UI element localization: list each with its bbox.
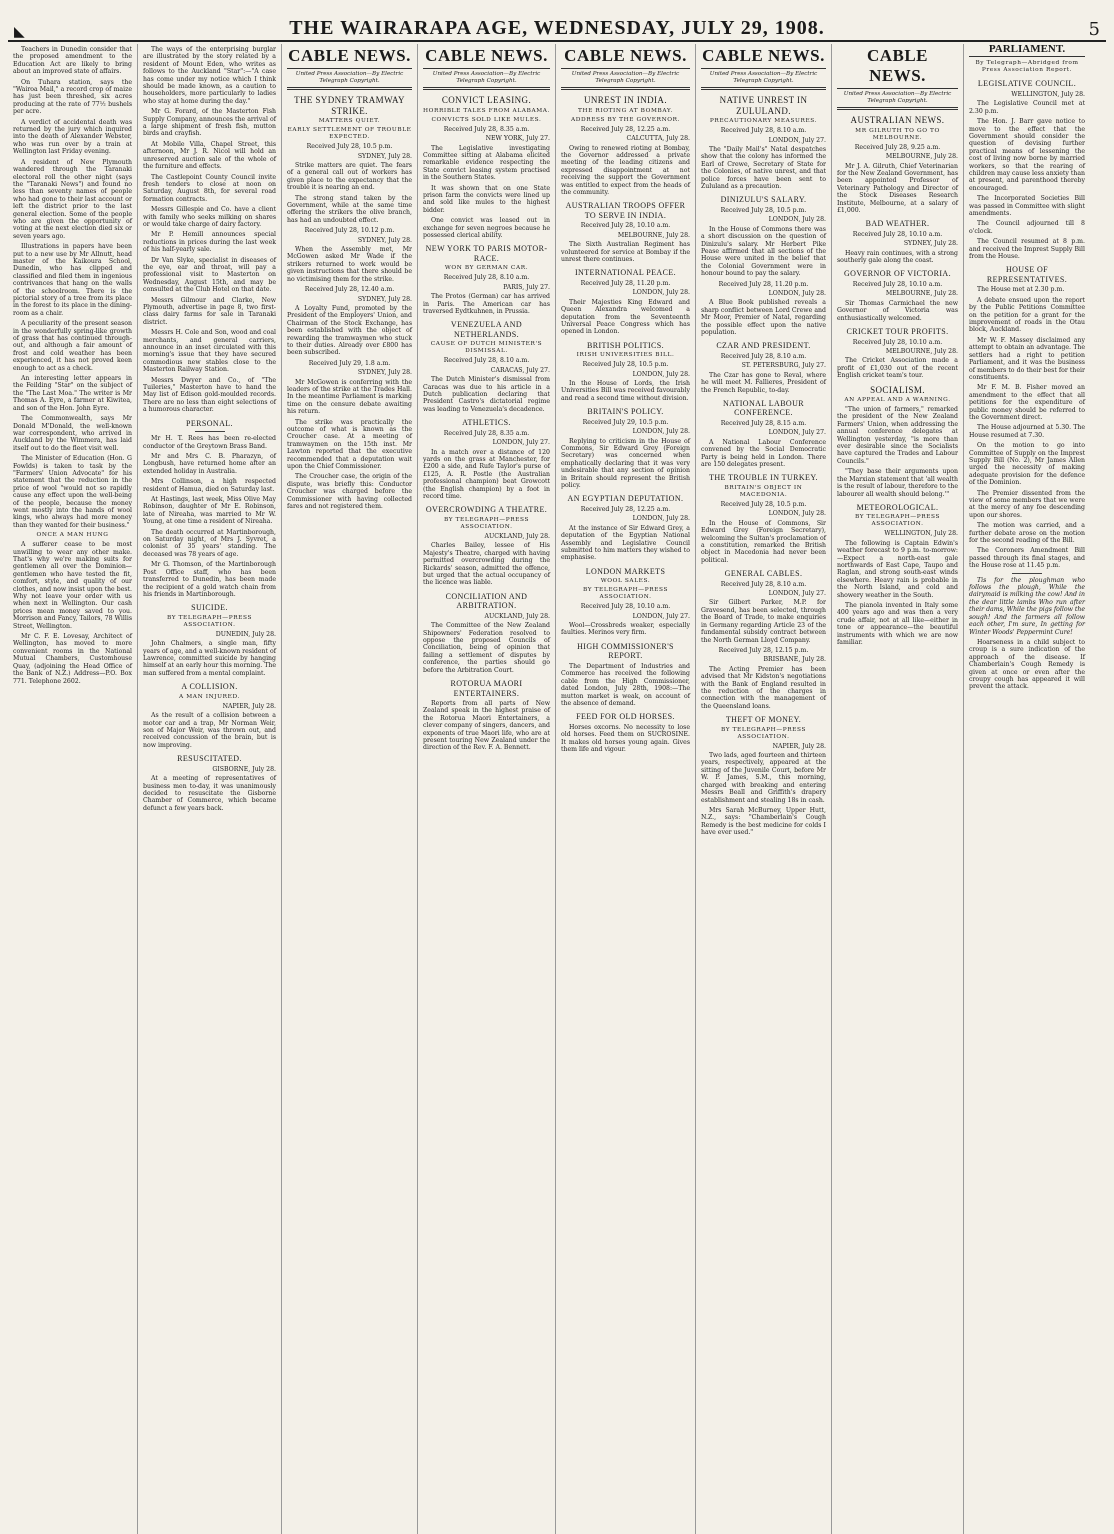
- subheading: PRECAUTIONARY MEASURES.: [709, 118, 818, 125]
- received-line: Received July 28, 10.5 p.m.: [720, 206, 807, 214]
- received-line: Received July 28, 8.35 a.m.: [443, 125, 530, 133]
- paragraph: Mr W. F. Massey disclaimed any attempt to obtain an advantage. The settlers had a right to petition Parliament, and it was the business of members to do their best for their constituents.: [969, 336, 1085, 381]
- paragraph: When the Assembly met, Mr McGowen asked Mr Wade if the strikers returned to work would be given instructions that there should be no victimising them for the strike.: [287, 246, 412, 283]
- paragraph: A Loyalty Fund, promoted by the President of the Employers' Union, and Chairman of the Stock Exchange, has been established with the object of rewarding the tramwaymen who stuck to their duties. Already over £800 has been subscribed.: [287, 304, 412, 357]
- paragraph: The Premier dissented from the view of some members that we were at the mercy of any foe descending upon our shores.: [969, 489, 1085, 519]
- paragraph: The Czar has gone to Reval, where he will meet M. Fallieres, President of the French Republic, to-day.: [701, 371, 826, 394]
- paragraph: A resident of New Plymouth wandered through the Taranaki electoral roll the other night (says the "Taranaki News") and found no less than seventy names of people who had gone to their last account or left the district prior to the last general election. Some of the people who are given the opportunity of voting at the next election died six or seven years ago.: [13, 158, 132, 240]
- advertisement: Horses oxcorns. No necessity to lose old horses. Feed them on SUCROSINE. It makes old horses young again. Gives them life and vigour.: [561, 723, 690, 754]
- article-heading: NATIONAL LABOUR CONFERENCE.: [722, 398, 805, 418]
- paragraph: The Hon. J. Barr gave notice to move to the effect that the Government should consider the question of devising further practical means of lessening the cost of living now borne by married workers, so that the rearing of children may cause less anxiety than at present, and parenthood thereby encouraged.: [969, 118, 1085, 192]
- received-line: Received July 28, 8.10 a.m.: [720, 352, 807, 360]
- article-heading: ROTORUA MAORI ENTERTAINERS.: [450, 679, 523, 698]
- subheading: AN APPEAL AND A WARNING.: [844, 397, 951, 404]
- paragraph: Messrs Dwyer and Co., of "The Tuileries," Masterton have to hand the May list of Edison gold-moulded records. There are no less than eight selections of a humorous character.: [143, 376, 276, 414]
- article-heading: INTERNATIONAL PEACE.: [574, 268, 677, 278]
- article-heading: LEGISLATIVE COUNCIL.: [977, 79, 1077, 89]
- article-heading: OVERCROWDING A THEATRE.: [425, 505, 548, 515]
- article-heading: VENEZUELA AND NETHERLANDS.: [450, 320, 523, 339]
- article-heading: CONCILIATION AND ARBITRATION.: [445, 591, 528, 611]
- received-line: Received July 28, 8.10 a.m.: [720, 127, 807, 135]
- dateline: AUCKLAND, July 28.: [484, 532, 550, 540]
- subheading: MR GILRUTH TO GO TO MELBOURNE.: [855, 127, 940, 141]
- dateline: LONDON, July 28.: [632, 289, 690, 297]
- section-heading-suicide: SUICIDE.: [191, 603, 228, 613]
- column-cable-news-3: [556, 44, 696, 1534]
- cable-news-heading: CABLE NEWS.: [837, 46, 958, 89]
- subheading: MATTERS QUIET.: [318, 118, 381, 125]
- paragraph: At the instance of Sir Edward Grey, a deputation of the Egyptian National Assembly and Legislative Council submitted to him matters they wished to emphasise.: [561, 524, 690, 562]
- dateline: DUNEDIN, July 28.: [215, 630, 276, 638]
- received-line: Received July 28, 10.5 p.m.: [306, 143, 393, 151]
- article-heading: CONVICT LEASING.: [441, 95, 532, 106]
- paragraph: On the motion to go into Committee of Supply on the Imprest Supply Bill (No. 2), Mr James Allen urged the necessity of making adequate provision for the defence of the Dominion.: [969, 442, 1085, 487]
- paragraph: A National Labour Conference convened by the Social Democratic Party is being held in London. There are 150 delegates present.: [701, 438, 826, 468]
- paragraph: At a meeting of representatives of business men to-day, it was unanimously decided to resuscitate the Gisborne Chamber of Commerce, which became defunct a few years back.: [143, 775, 276, 812]
- paragraph: Mr McGowen is conferring with the leaders of the strike at the Trades Hall. In the meantime Parliament is marking time on the censure debate awaiting his return.: [287, 378, 412, 416]
- paragraph: A peculiarity of the present season in the wonderfully spring-like growth of grass that has continued through-out, and although a fair amount of frost and cold weather has been experienced, it has not proved keen enough to act as a check.: [13, 320, 132, 372]
- dateline: LONDON, July 28.: [632, 370, 690, 378]
- advertisement: Hoarseness in a child subject to croup is a sure indication of the approach of the disease. If Chamberlain's Cough Remedy is given at once or even after the croupy cough has appeared it will prevent the attack.: [969, 638, 1085, 691]
- article-heading: AUSTRALIAN TROOPS OFFER TO SERVE IN INDIA.: [565, 201, 686, 220]
- paragraph: Replying to criticism in the House of Commons, Sir Edward Grey (Foreign Secretary) was concerned when emphatically declaring that it was very undesirable that any section of opinion in Britain should represent the British policy.: [561, 437, 690, 489]
- paragraph: The Dutch Minister's dismissal from Caracas was due to his article in a Dutch publication declaring that President Castro's dictatorial regime was leading to Venezuela's decadence.: [423, 376, 550, 413]
- paragraph: The Castlepoint County Council invite fresh tenders to close at noon on Saturday, August 8th, for several road formation contracts.: [143, 173, 276, 203]
- cable-credit: United Press Association—By Electric Telegraph Copyright.: [701, 69, 826, 90]
- paragraph: Illustrations in papers have been put to a new use by Mr Allnutt, head master of the Kaikoura School, Dunedin, who has clipped and classified and filed them in ingenious contrivances that hang on the walls of the schoolroom. There is the pictorial story of a tree from its place in the forest to its place in the dining-room as a chair.: [13, 243, 132, 317]
- paragraph: Two lads, aged fourteen and thirteen years, respectively, appeared at the sitting of the Juvenile Court, before Mr W. P. James, S.M., this morning, charged with breaking and entering Messrs Beall and Griffith's drapery establishment and stealing 18s in cash.: [701, 752, 826, 804]
- article-heading: SOCIALISM.: [870, 384, 925, 395]
- telegraph-credit: BY TELEGRAPH—PRESS ASSOCIATION.: [443, 516, 530, 530]
- dateline: NAPIER, July 28.: [222, 702, 276, 710]
- cable-credit: United Press Association—By Electric Telegraph Copyright.: [837, 89, 958, 110]
- received-line: Received July 28, 12.25 a.m.: [580, 505, 671, 513]
- telegraph-credit: BY TELEGRAPH—PRESS ASSOCIATION.: [166, 614, 253, 628]
- dateline: GISBORNE, July 28.: [212, 765, 276, 773]
- paragraph: A verdict of accidental death was returned by the jury which inquired into the death of Alexander Webster, who was run over by a train at Wellington last Friday evening.: [13, 118, 132, 156]
- article-heading: METEOROLOGICAL.: [856, 502, 939, 512]
- received-line: Received July 28, 10.10 a.m.: [580, 222, 671, 230]
- article-heading: GENERAL CABLES.: [724, 569, 803, 579]
- paragraph: As the result of a collision between a motor car and a trap, Mr Norman Weir, son of Major Weir, was thrown out, and received concussion of the brain, but is now improving.: [143, 712, 276, 749]
- section-heading: ONCE A MAN HUNG: [36, 532, 109, 539]
- article-heading: CZAR AND PRESIDENT.: [716, 341, 811, 351]
- article-heading: THEFT OF MONEY.: [725, 715, 802, 725]
- paragraph: Messrs Gilmour and Clarke, New Plymouth, advertise in page 8, two first-class dairy farms for sale in Taranaki district.: [143, 296, 276, 326]
- received-line: Received July 28, 8.15 a.m.: [720, 419, 807, 427]
- paragraph: Mrs Collinson, a high respected resident of Hamua, died on Saturday last.: [143, 478, 276, 493]
- paragraph: The pianola invented in Italy some 400 years ago and was then a very crude affair, not at all like—either in tone or appearance—the beautiful instruments with which we are now familiar.: [837, 602, 958, 647]
- paragraph: Wool—Crossbreds weaker, especially faulties. Merinos very firm.: [561, 622, 690, 637]
- paragraph: On Tuhara station, says the "Wairoa Mail," a record crop of maize has just been threshed, six acres producing at the rate of 77½ bushels per acre.: [13, 78, 132, 116]
- article-heading: HOUSE OF REPRESENTATIVES.: [986, 265, 1068, 284]
- telegraph-credit: BY TELEGRAPH—PRESS ASSOCIATION.: [854, 514, 941, 528]
- dateline: LONDON, July 27.: [768, 590, 826, 598]
- dateline: PARIS, July 27.: [503, 283, 550, 291]
- article-heading: NATIVE UNREST IN ZULULAND.: [719, 95, 808, 116]
- verse-advertisement: Tis for the ploughman who follows the plough, While the dairymaid is milking the cow! And in the dear little lambs Who run after their dams, While the pigs follow the sough! And the farmers all follow each other, I'm sure, In getting for Winter Woods' Peppermint Cure!: [969, 576, 1085, 636]
- received-line: Received July 28, 8.35 a.m.: [443, 429, 530, 437]
- column-local-news-2: [138, 44, 282, 1534]
- telegraph-credit: BY TELEGRAPH—PRESS ASSOCIATION.: [720, 726, 807, 740]
- paragraph: Charles Bailey, lessee of His Majesty's Theatre, charged with having permitted overcrowding during the Rickards' season, admitted the offence, but urged that the actual occupancy of the licence was liable.: [423, 542, 550, 587]
- paragraph: The Sixth Australian Regiment has volunteered for service at Bombay if the unrest there continues.: [561, 241, 690, 263]
- article-heading: CRICKET TOUR PROFITS.: [846, 327, 949, 336]
- received-line: Received July 28, 8.10 a.m.: [443, 274, 530, 282]
- article-heading: BRITAIN'S POLICY.: [587, 407, 664, 417]
- article-heading: BAD WEATHER.: [865, 219, 930, 229]
- paragraph: Mr F. M. B. Fisher moved an amendment to the effect that all petitions for the expenditure of public money should be referred to the Government direct.: [969, 384, 1085, 421]
- paragraph: Reports from all parts of New Zealand speak in the highest praise of the Rotorua Maori Entertainers, a clever company of singers, dancers, and exponents of true Maori life, who are at present touring New Zealand under the direction of the Rev. F. A. Bennett.: [423, 700, 550, 752]
- article-heading: GOVERNOR OF VICTORIA.: [843, 269, 951, 279]
- dateline: LONDON, July 28.: [768, 510, 826, 518]
- paragraph: The strike was practically the outcome of what is known as the Croucher case. At a meeting of tramwaymen on the 15th inst. Mr Lawton reported that the executive recommended that a deputation wait upon the Chief Commissioner.: [287, 418, 412, 471]
- paragraph: Teachers in Dunedin consider that the proposed amendment to the Education Act are likely to bring about an improved state of affairs.: [13, 46, 132, 76]
- dateline: NEW YORK, July 27.: [485, 135, 550, 143]
- received-line: Received July 28, 12.15 p.m.: [718, 646, 809, 654]
- paragraph: The "Daily Mail's" Natal despatches show that the colony has informed the Earl of Crewe, Secretary of State for the Colonies, of native unrest, and that police forces have been sent to Zululand as a precaution.: [701, 146, 826, 191]
- paragraph: The motion was carried, and a further debate arose on the motion for the second reading of the Bill.: [969, 522, 1085, 545]
- columns: [8, 44, 1106, 1534]
- paragraph: Mr J. A. Gilruth, Chief Veterinarian for the New Zealand Government, has been appointed Professor of Veterinary Pathology and Director of the Stock Diseases Research Institute, Melbourne, at a salary of £1,000.: [837, 162, 958, 214]
- received-line: Received July 28, 10.5 p.m.: [582, 361, 669, 369]
- article-heading: NEW YORK TO PARIS MOTOR-RACE.: [425, 244, 548, 263]
- section-heading-personal: PERSONAL.: [186, 418, 233, 428]
- paragraph: The death occurred at Martinborough, on Saturday night, of Mrs J. Syvret, a colonist of 35 years' standing. The deceased was 78 years of age.: [143, 528, 276, 558]
- dateline: BRISBANE, July 28.: [763, 656, 826, 664]
- advertisement: A sufferer cease to be most unwilling to wear any other make. That's why we're making suits for gentlemen all over the Dominion—gentlemen who have tested the fit, comfort, style, and quality of our clothes, and now insist upon the best. Why not leave your order with us when next in Wellington. Our cash prices mean money saved to you. Morrison and Fancy, Tailors, 78 Willis Street, Wellington.: [13, 541, 132, 630]
- paragraph: "The union of farmers," remarked the president of the New Zealand Farmers' Union, when addressing the annual conference delegates at Wellington yesterday, "is more than ever desirable since the Socialists have captured the Trades and Labour Councils.": [837, 406, 958, 465]
- received-line: Received July 28, 9.25 a.m.: [854, 143, 941, 151]
- paragraph: Mr G. Thomson, of the Martinborough Post Office staff, who has been transferred to Dunedin, has been made the recipient of a gold watch chain from his friends in Martinborough.: [143, 561, 276, 598]
- cable-news-heading: CABLE NEWS.: [561, 46, 690, 69]
- article-heading: AUSTRALIAN NEWS.: [850, 115, 945, 126]
- article-heading: THE TROUBLE IN TURKEY.: [709, 473, 818, 483]
- dateline: SYDNEY, July 28.: [903, 240, 958, 248]
- dateline: MELBOURNE, July 28.: [885, 153, 958, 161]
- dateline: AUCKLAND, July 28.: [484, 612, 550, 620]
- paragraph: The Council resumed at 8 p.m. and received the Imprest Supply Bill from the House.: [969, 238, 1085, 261]
- article-heading: BRITISH POLITICS.: [586, 340, 665, 350]
- paragraph: Messrs H. Cole and Son, wood and coal merchants, and general carriers, announce in an inset circulated with this morning's issue that they have secured commodious new stables close to the Masterton Railway Station.: [143, 329, 276, 374]
- paragraph: Heavy rain continues, with a strong southerly gale along the coast.: [837, 249, 958, 265]
- article-heading: DINIZULU'S SALARY.: [720, 195, 807, 205]
- received-line: Received July 28, 10.10 a.m.: [852, 230, 943, 238]
- subheading: ADDRESS BY THE GOVERNOR.: [570, 116, 681, 123]
- paragraph: Dr Van Slyke, specialist in diseases of the eye, ear and throat, will pay a professional visit to Masterton on Wednesday, August 15th, and may be consulted at the Club Hotel on that date.: [143, 256, 276, 294]
- cable-credit: United Press Association—By Electric Telegraph Copyright.: [561, 69, 690, 90]
- paragraph: A debate ensued upon the report by the Public Petitions Committee on the petition for a grant for the improvement of roads in the Otau block, Auckland.: [969, 296, 1085, 334]
- dateline: LONDON, July 27.: [768, 136, 826, 144]
- paragraph: The Minister of Education (Hon. G Fowlds) is taken to task by the "Farmers' Union Advocate" for his statement that the reduction in the price of wool "would not so rapidly cause any effect upon the well-being of the people, because the money went mostly into the hands of wool kings, who always had more money than they wanted for their business.": [13, 455, 132, 529]
- page-number: 5: [1088, 19, 1100, 40]
- paragraph: The following is Captain Edwin's weather forecast to 9 p.m. to-morrow:—Expect a north-east gale northwards of East Cape, Taupo and Raglan, and strong south-east winds elsewhere. Heavy rain is probable in the North Island, and cold and showery weather in the South.: [837, 539, 958, 599]
- paragraph: The Protos (German) car has arrived in Paris. The American car has traversed Eydtkuhnen, in Prussia.: [423, 293, 550, 315]
- paragraph: The Council adjourned till 8 o'clock.: [969, 220, 1085, 235]
- received-line: Received July 28, 10.10 a.m.: [580, 603, 671, 611]
- paragraph: In the House of Lords, the Irish Universities Bill was received favourably and read a second time without division.: [561, 380, 690, 402]
- article-heading: FEED FOR OLD HORSES.: [576, 712, 675, 722]
- received-line: Received July 28, 10.10 a.m.: [852, 338, 943, 346]
- dateline: SYDNEY, July 28.: [357, 295, 412, 303]
- newspaper-title: THE WAIRARAPA AGE, WEDNESDAY, JULY 29, 1908.: [289, 17, 825, 39]
- dateline: LONDON, July 28.: [632, 515, 690, 523]
- received-line: Received July 28, 8.10 a.m.: [720, 580, 807, 588]
- article-heading: UNREST IN INDIA.: [584, 95, 667, 106]
- dateline: SYDNEY, July 28.: [357, 152, 412, 160]
- dateline: CALCUTTA, July 28.: [626, 135, 690, 143]
- subheading: BRITAIN'S OBJECT IN MACEDONIA.: [724, 484, 803, 498]
- paragraph: The Department of Industries and Commerce has received the following cable from the High Commissioner, dated London, July 28th, 1908:—The mutton market is weak, on account of the absence of demand.: [561, 662, 690, 707]
- parliament-heading: PARLIAMENT.: [969, 46, 1085, 57]
- article-heading: LONDON MARKETS: [585, 566, 666, 576]
- paragraph: The strong stand taken by the Government, while at the same time offering the strikers the olive branch, has had an undoubted effect.: [287, 194, 412, 224]
- received-line: Received July 28, 11.20 p.m.: [718, 280, 809, 288]
- received-line: Received July 28, 10.5 p.m.: [720, 500, 807, 508]
- dateline: SYDNEY, July 28.: [357, 236, 412, 244]
- paragraph: Sir Gilbert Parker, M.P. for Gravesend, has been selected, through the Board of Trade, to make enquiries in Germany regarding Article 23 of the fundamental subsidy contract between the North German Lloyd Company.: [701, 599, 826, 644]
- column-cable-news-5: [832, 44, 964, 1534]
- cable-credit: United Press Association—By Electric Telegraph Copyright.: [287, 69, 412, 90]
- paragraph: "They base their arguments upon the Marxian statement that 'all wealth is the result of labour, therefore to the labourer all wealth should belong.'": [837, 468, 958, 498]
- subheading: A MAN INJURED.: [179, 693, 240, 700]
- subheading: WON BY GERMAN CAR.: [444, 265, 529, 272]
- paragraph: In the House of Commons there was a short discussion on the question of Dinizulu's salary. Mr Herbert Pike Pease affirmed that all sections of the House were united in the belief that the Colonial Government were in honour bound to pay the salary.: [701, 225, 826, 278]
- paragraph: The Incorporated Societies Bill was passed in Committee with slight amendments.: [969, 195, 1085, 217]
- paragraph: Their Majesties King Edward and Queen Alexandra welcomed a deputation from the Seventeenth Universal Peace Congress which has opened in London.: [561, 298, 690, 336]
- paragraph: Mr G. Forard, of the Masterton Fish Supply Company, announces the arrival of a large shipment of fresh fish, mutton birds and crayfish.: [143, 108, 276, 138]
- column-cable-news-2: [418, 44, 556, 1534]
- paragraph: The Acting Premier has been advised that Mr Kidston's negotiations with the Bank of England resulted in the reduction of the charges in connection with the management of the Queensland loans.: [701, 665, 826, 710]
- dateline: LONDON, July 28.: [632, 428, 690, 436]
- subheading: CAUSE OF DUTCH MINISTER'S DISMISSAL.: [430, 341, 543, 355]
- article-heading: AN EGYPTIAN DEPUTATION.: [567, 494, 684, 504]
- paragraph: The Commonwealth, says Mr Donald M'Donald, the well-known war correspondent, who arrived in Auckland by the Wimmera, has laid itself out to do the fleet visit well.: [13, 415, 132, 452]
- received-line: Received July 29, 1.8 a.m.: [308, 359, 391, 367]
- paragraph: The Legislative Council met at 2.30 p.m.: [969, 100, 1085, 115]
- paragraph: The Cricket Association made a profit of £1,030 out of the recent English cricket team's tour.: [837, 357, 958, 380]
- dateline: LONDON, July 28.: [768, 290, 826, 297]
- paragraph: One convict was leased out in exchange for seven negroes because he possessed clerical ability.: [423, 217, 550, 239]
- paragraph: Strike matters are quiet. The fears of a general call out of workers has given place to the expectancy that the trouble it is nearing an end.: [287, 162, 412, 192]
- column-cable-news-1: [282, 44, 418, 1534]
- dateline: LONDON, July 28.: [768, 216, 826, 224]
- paragraph: Owing to renewed rioting at Bombay, the Governor addressed a private meeting of the leading citizens and expressed disappointment at not receiving the support the Government was entitled to expect from the heads of the community.: [561, 144, 690, 196]
- dateline: LONDON, July 27.: [492, 439, 550, 447]
- paragraph: The Committee of the New Zealand Shipowners' Federation resolved to oppose the proposed Councils of Conciliation, being of opinion that failing a settlement of disputes by conference, the parties should go before the Arbitration Court.: [423, 622, 550, 674]
- dateline: MELBOURNE, July 28.: [885, 347, 958, 355]
- dateline: WELLINGTON, July 28.: [1011, 90, 1085, 98]
- paragraph: The ways of the enterprising burglar are illustrated by the story related by a resident of Mount Eden, who writes as follows to the Auckland "Star":—"A case has come under my notice which I think should be made known, as a caution to householders, more particularly to ladies who stay at home during the day.": [143, 46, 276, 105]
- advertisement: Mrs Sarah McBurney, Upper Hutt, N.Z., says: "Chamberlain's Cough Remedy is the best medicine for colds I have ever used.": [701, 806, 826, 837]
- paragraph: At Hastings, last week, Miss Olive May Robinson, daughter of Mr E. Robinson, late of Nireaha, was married to Mr W. Young, at one time a resident of Nireaha.: [143, 496, 276, 526]
- dateline: LONDON, July 27.: [632, 612, 690, 620]
- cable-news-heading: CABLE NEWS.: [287, 46, 412, 69]
- paragraph: An interesting letter appears in the Feilding "Star" on the subject of the "The Last Moa." The writer is Mr Thomas A. Eyre, a farmer at Kiwitea, and son of the Hon. John Eyre.: [13, 375, 132, 412]
- column-cable-news-4: [696, 44, 832, 1534]
- dateline: SYDNEY, July 28.: [357, 369, 412, 377]
- subheading: THE RIOTING AT BOMBAY.: [577, 107, 674, 114]
- cable-news-heading: CABLE NEWS.: [701, 46, 826, 69]
- paragraph: Mr H. T. Rees has been re-elected conductor of the Greytown Brass Band.: [143, 435, 276, 450]
- divider: [1012, 573, 1042, 574]
- masthead: [8, 6, 1106, 42]
- dateline: MELBOURNE, July 28.: [617, 231, 690, 239]
- article-heading: ATHLETICS.: [462, 418, 511, 428]
- article-heading: THE SYDNEY TRAMWAY STRIKE.: [294, 95, 405, 116]
- fold-mark-icon: ◣: [14, 24, 25, 40]
- dateline: ST. PETERSBURG, July 27.: [741, 362, 826, 370]
- paragraph: It was shown that on one State prison farm the convicts were lined up and sold like mules to the highest bidder.: [423, 184, 550, 214]
- paragraph: The House met at 2.30 p.m.: [977, 286, 1065, 294]
- received-line: Received July 28, 8.10 a.m.: [443, 357, 530, 365]
- telegraph-credit: BY TELEGRAPH—PRESS ASSOCIATION.: [582, 587, 669, 601]
- paragraph: Messrs Gillespie and Co. have a client with family who seeks milking on shares or would take charge of dairy factory.: [143, 206, 276, 228]
- received-line: Received July 28, 11.20 p.m.: [580, 279, 671, 287]
- section-heading-collision: A COLLISION.: [181, 682, 238, 692]
- paragraph: Mr and Mrs C. B. Pharazyn, of Longbush, have returned home after an extended holiday in Australia.: [143, 453, 276, 475]
- cable-news-heading: CABLE NEWS.: [423, 46, 550, 69]
- divider: [195, 431, 225, 432]
- paragraph: Sir Thomas Carmichael the new Governor of Victoria was enthusiastically welcomed.: [837, 299, 958, 322]
- paragraph: The House adjourned at 5.30. The House resumed at 7.30.: [969, 424, 1085, 439]
- column-local-news: [8, 44, 138, 1534]
- received-line: Received July 28, 10.12 p.m.: [304, 227, 395, 235]
- parliament-credit: By Telegraph—Abridged from Press Association Report.: [975, 60, 1079, 74]
- paragraph: John Chalmers, a single man, fifty years of age, and a well-known resident of Lawrence, committed suicide by hanging himself at an early hour this morning. The man suffered from a mental complaint.: [143, 640, 276, 677]
- subheading: IRISH UNIVERSITIES BILL.: [576, 352, 675, 359]
- paragraph: The Croucher case, the origin of the dispute, was briefly this: Conductor Croucher was charged before the Commissioner with having collected fares and not registered them.: [287, 473, 412, 511]
- dateline: MELBOURNE, July 28.: [885, 290, 958, 298]
- received-line: Received July 28, 12.40 a.m.: [304, 286, 395, 294]
- section-heading-resuscitated: RESUSCITATED.: [177, 754, 242, 764]
- advertisement: Mr C. F. E. Lovesay, Architect of Wellington, has moved to more convenient rooms in the National Mutual Chambers, Customhouse Quay, (adjoining the Head Office of the Bank of N.Z.) Address—P.O. Box 771. Telephone 2602.: [13, 633, 132, 685]
- paragraph: Mr P. Hemill announces special reductions in prices during the last week of his half-yearly sale.: [143, 231, 276, 254]
- received-line: Received July 28, 12.25 a.m.: [580, 125, 671, 133]
- article-heading: HIGH COMMISSIONER'S REPORT.: [577, 641, 674, 661]
- column-parliament: [964, 44, 1090, 1534]
- paragraph: The Legislative investigating Committee sitting at Alabama elicited remarkable evidence respecting the State convict leasing system practised in the Southern States.: [423, 144, 550, 182]
- subheading: WOOL SALES.: [600, 578, 651, 585]
- subheading: HORRIBLE TALES FROM ALABAMA.: [423, 107, 550, 114]
- paragraph: In a match over a distance of 120 yards on the grass at Manchester, for £200 a side, and Rufe Taylor's purse of £125, A. R. Postle (the Australian professional champion) beat Growcott (the English champion) by a foot in record time.: [423, 448, 550, 500]
- subheading: EARLY SETTLEMENT OF TROUBLE EXPECTED.: [287, 127, 412, 141]
- paragraph: At Mobile Villa, Chapel Street, this afternoon, Mr J. R. Nicol will hold an unreserved auction sale of the whole of the furniture and effects.: [143, 140, 276, 171]
- received-line: Received July 28, 10.10 a.m.: [852, 280, 943, 288]
- subheading: CONVICTS SOLD LIKE MULES.: [431, 116, 542, 123]
- paragraph: In the House of Commons, Sir Edward Grey (Foreign Secretary), welcoming the Sultan's proclamation of a constitution, remarked the British object in Macedonia had never been political.: [701, 519, 826, 564]
- received-line: Received July 29, 10.5 p.m.: [582, 418, 669, 426]
- dateline: CARACAS, July 27.: [490, 366, 550, 374]
- paragraph: The Coroners Amendment Bill passed through its final stages, and the House rose at 11.45 p.m.: [969, 547, 1085, 570]
- dateline: WELLINGTON, July 28.: [884, 530, 958, 538]
- cable-credit: United Press Association—By Electric Telegraph Copyright.: [423, 69, 550, 90]
- dateline: NAPIER, July 28.: [772, 742, 826, 750]
- paragraph: A Blue Book published reveals a sharp conflict between Lord Crewe and Mr Moor, Premier of Natal, regarding the possible effect upon the native population.: [701, 299, 826, 337]
- dateline: LONDON, July 27.: [768, 429, 826, 437]
